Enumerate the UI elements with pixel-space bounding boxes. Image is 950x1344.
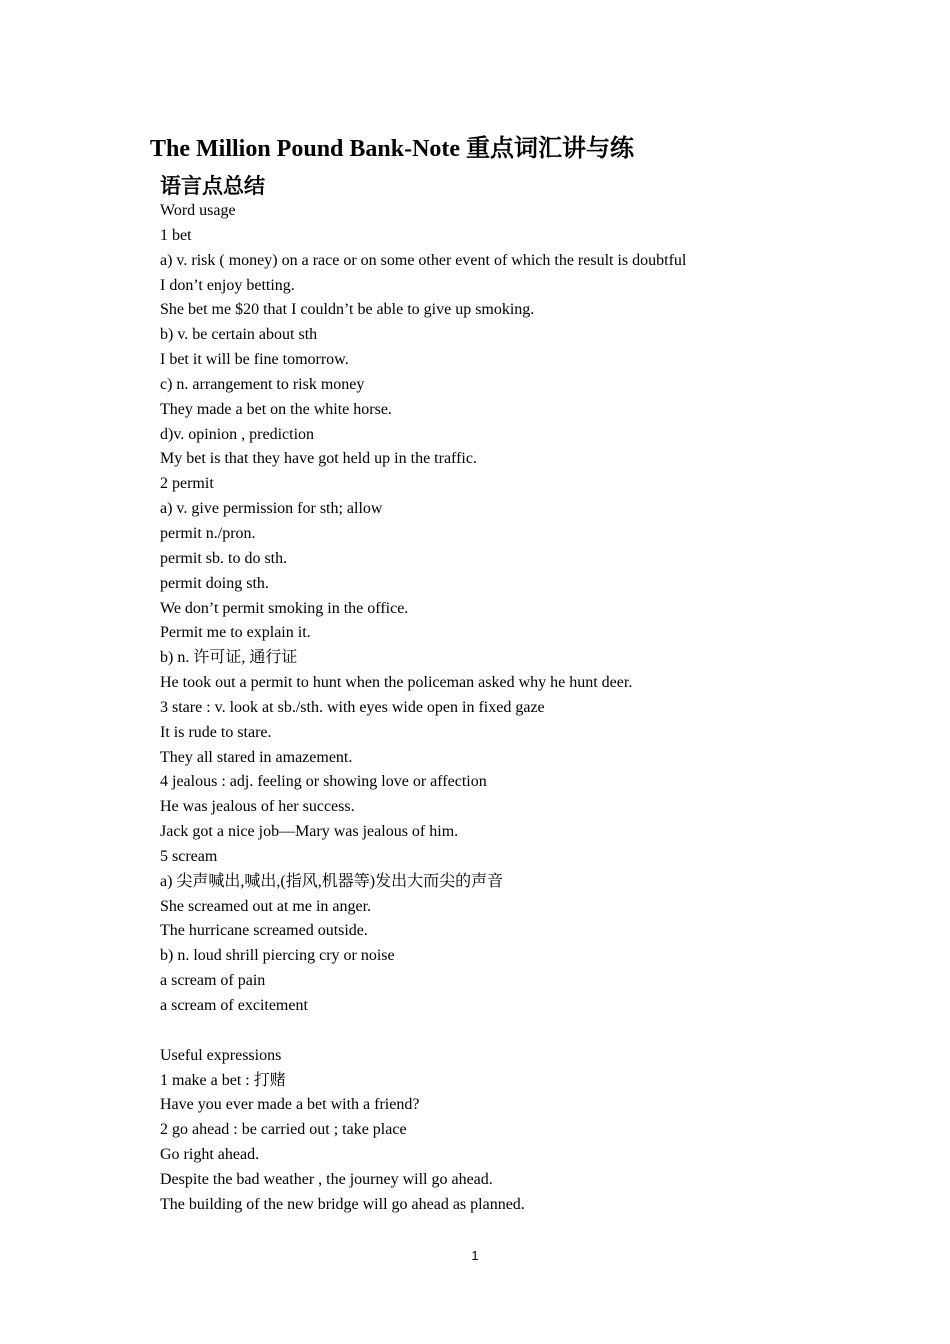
text-line: Jack got a nice job—Mary was jealous of him. bbox=[160, 823, 459, 841]
text-line: permit sb. to do sth. bbox=[160, 549, 288, 567]
document-body bbox=[160, 199, 880, 1218]
document-title: The Million Pound Bank-Note 重点词汇讲与练 bbox=[150, 136, 635, 162]
text-line: I bet it will be fine tomorrow. bbox=[160, 351, 349, 369]
text-line: My bet is that they have got held up in the traffic. bbox=[160, 450, 477, 468]
blank-line bbox=[160, 1019, 880, 1044]
text-line: Useful expressions bbox=[160, 1046, 282, 1064]
text-line: d)v. opinion , prediction bbox=[160, 425, 315, 443]
text-line: b) n. 许可证, 通行证 bbox=[160, 649, 298, 667]
text-line: The hurricane screamed outside. bbox=[160, 922, 368, 940]
text-line: 1 make a bet : 打赌 bbox=[160, 1071, 286, 1089]
text-line: a scream of pain bbox=[160, 972, 266, 990]
text-line: 3 stare : v. look at sb./sth. with eyes wide open in fixed gaze bbox=[160, 698, 545, 716]
text-line: Permit me to explain it. bbox=[160, 624, 311, 642]
text-line: b) n. loud shrill piercing cry or noise bbox=[160, 947, 395, 965]
text-line: permit n./pron. bbox=[160, 524, 256, 542]
text-line: Word usage bbox=[160, 202, 236, 219]
section-heading: 语言点总结 bbox=[160, 174, 265, 198]
text-line: 1 bet bbox=[160, 226, 192, 244]
text-line: 4 jealous : adj. feeling or showing love or affection bbox=[160, 773, 487, 791]
text-line: permit doing sth. bbox=[160, 574, 269, 592]
text-line: He took out a permit to hunt when the policeman asked why he hunt deer. bbox=[160, 674, 633, 692]
text-line: She screamed out at me in anger. bbox=[160, 897, 372, 915]
text-line: 2 permit bbox=[160, 475, 214, 493]
text-line: She bet me $20 that I couldn’t be able to give up smoking. bbox=[160, 301, 535, 319]
text-line: I don’t enjoy betting. bbox=[160, 276, 295, 294]
text-line: Despite the bad weather , the journey will go ahead. bbox=[160, 1170, 493, 1188]
text-line: They made a bet on the white horse. bbox=[160, 400, 392, 418]
text-line: They all stared in amazement. bbox=[160, 748, 353, 766]
text-line: a) v. give permission for sth; allow bbox=[160, 500, 383, 518]
text-line: a) 尖声喊出,喊出,(指风,机器等)发出大而尖的声音 bbox=[160, 872, 504, 890]
text-line: c) n. arrangement to risk money bbox=[160, 375, 365, 393]
text-line: a) v. risk ( money) on a race or on some other event of which the result is doubtful bbox=[160, 251, 687, 269]
text-line: a scream of excitement bbox=[160, 997, 308, 1014]
text-line: The building of the new bridge will go ahead as planned. bbox=[160, 1195, 525, 1213]
text-line: 5 scream bbox=[160, 847, 218, 865]
text-line: Go right ahead. bbox=[160, 1146, 260, 1164]
text-line: Have you ever made a bet with a friend? bbox=[160, 1096, 420, 1114]
page-number: 1 bbox=[471, 1248, 479, 1263]
text-line: 2 go ahead : be carried out ; take place bbox=[160, 1121, 407, 1139]
text-line: He was jealous of her success. bbox=[160, 798, 355, 816]
text-line: We don’t permit smoking in the office. bbox=[160, 599, 409, 617]
text-line: b) v. be certain about sth bbox=[160, 326, 318, 344]
text-line: It is rude to stare. bbox=[160, 723, 272, 741]
